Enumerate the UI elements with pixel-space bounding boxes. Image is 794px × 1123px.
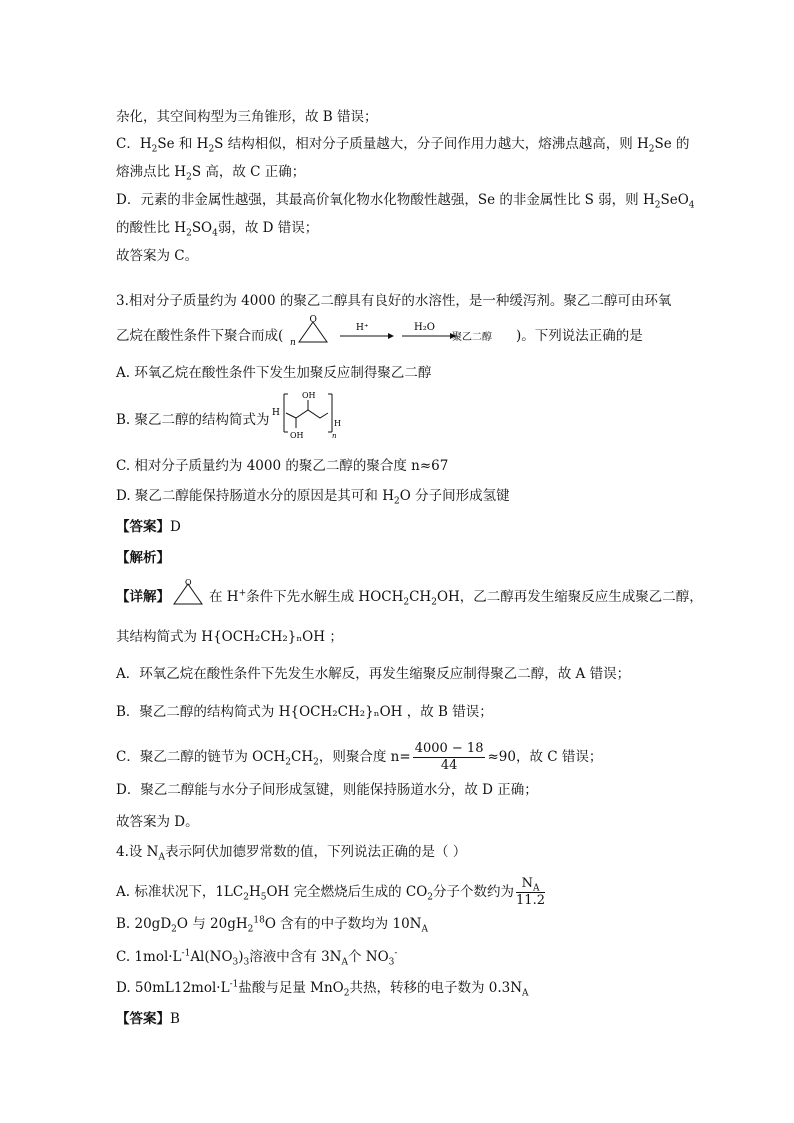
polymer-formula: H{OCH₂CH₂}ₙOH (278, 704, 403, 720)
polymer-structure (272, 388, 352, 446)
svg-text:OH: OH (302, 391, 316, 400)
svg-text:O: O (185, 578, 192, 587)
polymer-formula: H{OCH₂CH₂}ₙOH ； (201, 629, 343, 645)
text-line: 熔沸点比 $H_2S$ 高，故 C 正确； (116, 164, 306, 183)
answer-heading: 【答案】D (116, 519, 181, 535)
option-b: B. 聚乙二醇的结构简式为 (116, 412, 270, 428)
answer-line: 故答案为 D。 (116, 814, 199, 830)
solution-d: D．聚乙二醇能与水分子间形成氢键，则能保持肠道水分，故 D 正确； (116, 782, 538, 798)
q4-option-a: A. 标准状况下，$1LC_2H_5OH$ 完全燃烧后生成的 $CO_2$分子个数约为 $\frac{N_A}{11.2}$ (116, 876, 545, 908)
option-d-line: D．元素的非金属性越强，其最高价氧化物水化物酸性越强，Se 的非金属性比 S 弱，则 $H_2SeO_4$ (116, 192, 695, 211)
svg-text:OH: OH (290, 431, 304, 440)
option-a: A. 环氧乙烷在酸性条件下发生加聚反应制得聚乙二醇 (116, 365, 432, 381)
q4-option-c: C. $1mol\cdot L^{-1}Al(NO_3)_3$溶液中含有 $3N_A$个 $NO_3^-$ (116, 948, 398, 968)
svg-text:H₂O: H₂O (414, 322, 435, 333)
solution-b: B．聚乙二醇的结构简式为 H{OCH₂CH₂}ₙOH ，故 B 错误； (116, 704, 493, 720)
option-c: C. 相对分子质量约为 4000 的聚乙二醇的聚合度 n≈67 (116, 458, 449, 474)
option-d: D. 聚乙二醇能保持肠道水分的原因是其可和 $H_2O$ 分子间形成氢键 (116, 488, 510, 507)
answer-line: 故答案为 C。 (116, 248, 199, 264)
svg-text:H⁺: H⁺ (356, 323, 369, 333)
q4-option-b: B. $20gD_2O$ 与 $20gH_2^{18}O$ 含有的中子数均为 $10N_A$ (116, 915, 428, 935)
explanation-line-text: 在 H+条件下先水解生成 $HOCH_2CH_2OH$，乙二醇再发生缩聚反应生成聚乙二醇， (209, 588, 703, 608)
structure-formula-line: 其结构简式为 H{OCH₂CH₂}ₙOH ； (116, 629, 343, 645)
answer-heading: 【答案】B (116, 1011, 180, 1027)
svg-text:O: O (309, 315, 317, 325)
question-3-stem-3: )。下列说法正确的是 (516, 328, 643, 344)
degree-fraction: $\frac{4000 - 18}{44}$ (414, 741, 484, 773)
svg-text:聚乙二醇: 聚乙二醇 (452, 332, 492, 343)
explanation-line: 【详解】 (116, 589, 170, 605)
text-line: 杂化，其空间构型为三角锥形，故 B 错误； (116, 109, 378, 125)
svg-text:H: H (334, 419, 341, 428)
option-c-line: C．$H_2Se$ 和 $H_2S$ 结构相似，相对分子质量越大，分子间作用力越大，熔沸点越高，则 $H_2Se$ 的 (116, 136, 690, 155)
svg-text:H: H (272, 408, 280, 418)
na-fraction: $\frac{N_A}{11.2}$ (516, 876, 545, 908)
text-line: 的酸性比 $H_2SO_4$弱，故 D 错误； (116, 220, 319, 239)
analysis-heading: 【解析】 (116, 550, 170, 566)
n-label: n (290, 338, 296, 348)
q4-option-d: D. $50mL12mol\cdot L^{-1}$盐酸与足量 MnO$_2$共热，转移的电子数为 $0.3N_A$ (116, 979, 529, 999)
question-3-stem-2: 乙烷在酸性条件下聚合而成( (116, 328, 284, 344)
solution-a: A．环氧乙烷在酸性条件下先发生水解反，再发生缩聚反应制得聚乙二醇，故 A 错误； (116, 666, 631, 682)
epoxide-icon (170, 578, 206, 608)
question-3-stem: 3.相对分子质量约为 4000 的聚乙二醇具有良好的水溶性，是一种缓泻剂。聚乙二醇可由环氧 (116, 293, 672, 309)
epoxide-ring (299, 322, 327, 342)
question-4-stem: 4.设 $N_A$表示阿伏加德罗常数的值，下列说法正确的是（ ） (116, 844, 467, 863)
solution-c: C．聚乙二醇的链节为 $OCH_2CH_2$，则聚合度 n= $\frac{4000 - 18}{44}$ ≈90，故 C 错误； (116, 741, 603, 773)
svg-text:n: n (332, 432, 337, 440)
reaction-scheme (290, 310, 530, 350)
